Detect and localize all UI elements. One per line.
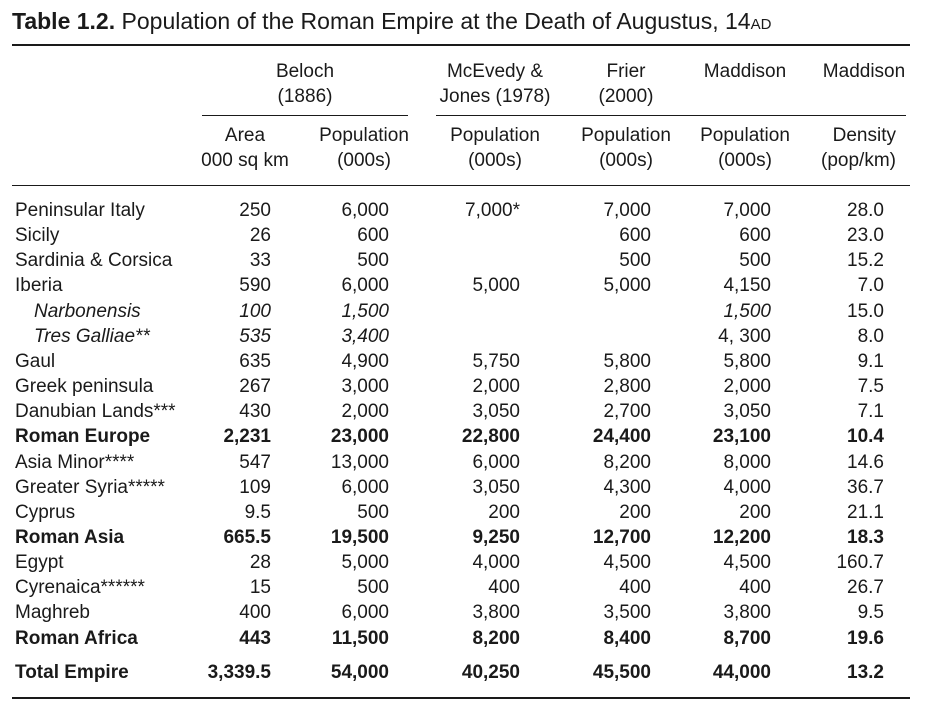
cell-maddison-population: 4,150 xyxy=(723,275,771,297)
row-label: Iberia xyxy=(15,275,63,297)
cell-area: 9.5 xyxy=(244,501,271,523)
group-header-frier: Frier (2000) xyxy=(598,61,654,107)
column-header-mcevedy-population: Population (000s) xyxy=(450,125,540,171)
cell-maddison-population: 600 xyxy=(739,225,771,247)
table-row xyxy=(0,550,938,575)
row-label: Roman Asia xyxy=(15,526,125,548)
cell-maddison-population: 8,700 xyxy=(723,627,771,649)
cell-beloch-population: 500 xyxy=(357,250,389,272)
row-label: Maghreb xyxy=(15,602,90,624)
others-span-rule xyxy=(436,115,906,116)
cell-beloch-population: 6,000 xyxy=(341,476,389,498)
cell-frier-population: 2,800 xyxy=(603,376,651,398)
era-suffix: AD xyxy=(750,16,772,33)
table-row xyxy=(0,299,938,324)
cell-maddison-population: 23,100 xyxy=(712,426,771,448)
cell-density: 7.0 xyxy=(857,275,884,297)
cell-area: 250 xyxy=(239,200,271,221)
row-label: Egypt xyxy=(15,552,64,574)
table-row xyxy=(0,500,938,525)
column-header-frier-population: Population (000s) xyxy=(581,125,671,171)
cell-area: 26 xyxy=(249,225,271,247)
cell-mcevedy-population: 3,050 xyxy=(472,401,520,423)
row-label: Greater Syria***** xyxy=(15,476,165,498)
cell-density: 10.4 xyxy=(847,426,884,448)
cell-density: 13.2 xyxy=(847,662,884,683)
cell-frier-population: 400 xyxy=(619,577,651,599)
cell-mcevedy-population: 6,000 xyxy=(472,451,520,473)
row-label: Total Empire xyxy=(15,662,129,683)
cell-beloch-population: 6,000 xyxy=(341,200,389,221)
cell-mcevedy-population: 9,250 xyxy=(472,526,520,548)
cell-frier-population: 4,500 xyxy=(603,552,651,574)
row-label: Roman Africa xyxy=(15,627,138,649)
cell-density: 14.6 xyxy=(847,451,884,473)
cell-area: 535 xyxy=(239,325,271,347)
cell-maddison-population: 400 xyxy=(739,577,771,599)
cell-beloch-population: 2,000 xyxy=(341,401,389,423)
cell-density: 21.1 xyxy=(847,501,884,523)
cell-beloch-population: 54,000 xyxy=(330,662,389,683)
cell-density: 26.7 xyxy=(847,577,884,599)
row-label: Peninsular Italy xyxy=(15,200,145,221)
table-title: Population of the Roman Empire at the Death of Augustus, 14 xyxy=(121,8,751,34)
cell-beloch-population: 19,500 xyxy=(330,526,389,548)
cell-beloch-population: 5,000 xyxy=(341,552,389,574)
cell-beloch-population: 23,000 xyxy=(330,426,389,448)
cell-area: 665.5 xyxy=(223,526,271,548)
table-row xyxy=(0,450,938,475)
cell-beloch-population: 11,500 xyxy=(331,627,389,649)
cell-area: 28 xyxy=(249,552,271,574)
table-row xyxy=(0,273,938,298)
cell-density: 15.0 xyxy=(847,300,884,322)
cell-density: 8.0 xyxy=(857,325,884,347)
cell-maddison-population: 8,000 xyxy=(723,451,771,473)
cell-density: 19.6 xyxy=(847,627,884,649)
row-label: Sardinia & Corsica xyxy=(15,250,173,272)
cell-maddison-population: 4,500 xyxy=(723,552,771,574)
table-row xyxy=(0,475,938,500)
cell-beloch-population: 6,000 xyxy=(341,602,389,624)
cell-area: 547 xyxy=(239,451,271,473)
cell-density: 15.2 xyxy=(847,250,884,272)
cell-frier-population: 4,300 xyxy=(603,476,651,498)
cell-frier-population: 600 xyxy=(619,225,651,247)
cell-frier-population: 8,200 xyxy=(603,451,651,473)
table-row xyxy=(0,424,938,449)
row-label: Tres Galliae** xyxy=(34,325,150,347)
beloch-span-rule xyxy=(202,115,408,116)
column-header-density: Density (pop/km) xyxy=(821,125,896,171)
table-row xyxy=(0,349,938,374)
table-row xyxy=(0,374,938,399)
cell-density: 7.1 xyxy=(857,401,884,423)
row-label: Danubian Lands*** xyxy=(15,401,176,423)
cell-area: 33 xyxy=(249,250,271,272)
cell-area: 100 xyxy=(239,300,271,322)
cell-mcevedy-population: 5,000 xyxy=(472,275,520,297)
column-header-area: Area 000 sq km xyxy=(201,125,289,171)
cell-maddison-population: 44,000 xyxy=(712,662,771,683)
cell-maddison-population: 4, 300 xyxy=(718,325,771,347)
row-label: Greek peninsula xyxy=(15,376,154,398)
cell-mcevedy-population: 4,000 xyxy=(472,552,520,574)
table-row xyxy=(0,660,938,685)
cell-frier-population: 7,000 xyxy=(603,200,651,221)
cell-maddison-population: 200 xyxy=(739,501,771,523)
cell-frier-population: 8,400 xyxy=(603,627,651,649)
table-row xyxy=(0,600,938,625)
row-label: Roman Europe xyxy=(15,426,151,448)
table-caption xyxy=(12,8,771,35)
cell-maddison-population: 2,000 xyxy=(723,376,771,398)
cell-density: 160.7 xyxy=(836,552,884,574)
cell-density: 9.1 xyxy=(857,350,884,372)
cell-beloch-population: 3,400 xyxy=(341,325,389,347)
cell-beloch-population: 500 xyxy=(357,577,389,599)
cell-beloch-population: 3,000 xyxy=(341,376,389,398)
cell-maddison-population: 4,000 xyxy=(723,476,771,498)
cell-mcevedy-population: 22,800 xyxy=(461,426,520,448)
table-row xyxy=(0,575,938,600)
cell-beloch-population: 13,000 xyxy=(330,451,389,473)
cell-beloch-population: 600 xyxy=(357,225,389,247)
cell-area: 400 xyxy=(239,602,271,624)
group-header-mcevedy-jones: McEvedy & Jones (1978) xyxy=(439,61,551,107)
cell-beloch-population: 4,900 xyxy=(341,350,389,372)
table-number: Table 1.2. xyxy=(12,8,116,34)
cell-mcevedy-population: 40,250 xyxy=(461,662,520,683)
cell-area: 109 xyxy=(239,476,271,498)
cell-density: 9.5 xyxy=(857,602,884,624)
cell-density: 7.5 xyxy=(857,376,884,398)
cell-frier-population: 5,000 xyxy=(603,275,651,297)
column-header-maddison-population: Population (000s) xyxy=(700,125,790,171)
cell-area: 590 xyxy=(239,275,271,297)
column-header-beloch-population: Population (000s) xyxy=(319,125,409,171)
top-rule xyxy=(12,44,910,46)
group-header-beloch: Beloch (1886) xyxy=(275,61,335,107)
table-row xyxy=(0,525,938,550)
cell-density: 36.7 xyxy=(847,476,884,498)
cell-area: 15 xyxy=(249,577,271,599)
table-row xyxy=(0,399,938,424)
table-row xyxy=(0,324,938,349)
cell-frier-population: 5,800 xyxy=(603,350,651,372)
cell-mcevedy-population: 8,200 xyxy=(472,627,520,649)
group-header-maddison-population: Maddison xyxy=(703,61,787,82)
cell-maddison-population: 7,000 xyxy=(723,200,771,221)
cell-mcevedy-population: 2,000 xyxy=(472,376,520,398)
cell-density: 23.0 xyxy=(847,225,884,247)
cell-maddison-population: 3,800 xyxy=(723,602,771,624)
cell-frier-population: 45,500 xyxy=(592,662,651,683)
cell-area: 443 xyxy=(239,627,271,649)
cell-beloch-population: 500 xyxy=(357,501,389,523)
cell-mcevedy-population: 7,000* xyxy=(465,200,520,221)
row-label: Cyprus xyxy=(15,501,76,523)
cell-frier-population: 12,700 xyxy=(592,526,651,548)
row-label: Sicily xyxy=(15,225,60,247)
group-header-maddison-density: Maddison xyxy=(822,61,906,82)
cell-area: 2,231 xyxy=(223,426,271,448)
cell-mcevedy-population: 5,750 xyxy=(472,350,520,372)
cell-maddison-population: 5,800 xyxy=(723,350,771,372)
cell-mcevedy-population: 3,050 xyxy=(472,476,520,498)
cell-mcevedy-population: 3,800 xyxy=(472,602,520,624)
cell-maddison-population: 1,500 xyxy=(723,300,771,322)
row-label: Asia Minor**** xyxy=(15,451,135,473)
cell-beloch-population: 1,500 xyxy=(341,300,389,322)
cell-area: 267 xyxy=(239,376,271,398)
cell-maddison-population: 500 xyxy=(739,250,771,272)
cell-beloch-population: 6,000 xyxy=(341,275,389,297)
table-row xyxy=(0,248,938,273)
cell-density: 18.3 xyxy=(847,526,884,548)
row-label: Cyrenaica****** xyxy=(15,577,145,599)
row-label: Gaul xyxy=(15,350,56,372)
cell-area: 635 xyxy=(239,350,271,372)
table-row xyxy=(0,626,938,651)
cell-maddison-population: 12,200 xyxy=(712,526,771,548)
cell-maddison-population: 3,050 xyxy=(723,401,771,423)
cell-mcevedy-population: 400 xyxy=(488,577,520,599)
bottom-rule xyxy=(12,697,910,699)
cell-mcevedy-population: 200 xyxy=(488,501,520,523)
cell-area: 3,339.5 xyxy=(207,662,271,683)
cell-frier-population: 3,500 xyxy=(603,602,651,624)
cell-density: 28.0 xyxy=(847,200,884,221)
table-row xyxy=(0,198,938,223)
cell-frier-population: 2,700 xyxy=(603,401,651,423)
table-row xyxy=(0,223,938,248)
cell-area: 430 xyxy=(239,401,271,423)
row-label: Narbonensis xyxy=(34,300,141,322)
cell-frier-population: 200 xyxy=(619,501,651,523)
cell-frier-population: 500 xyxy=(619,250,651,272)
cell-frier-population: 24,400 xyxy=(592,426,651,448)
header-rule xyxy=(12,185,910,186)
